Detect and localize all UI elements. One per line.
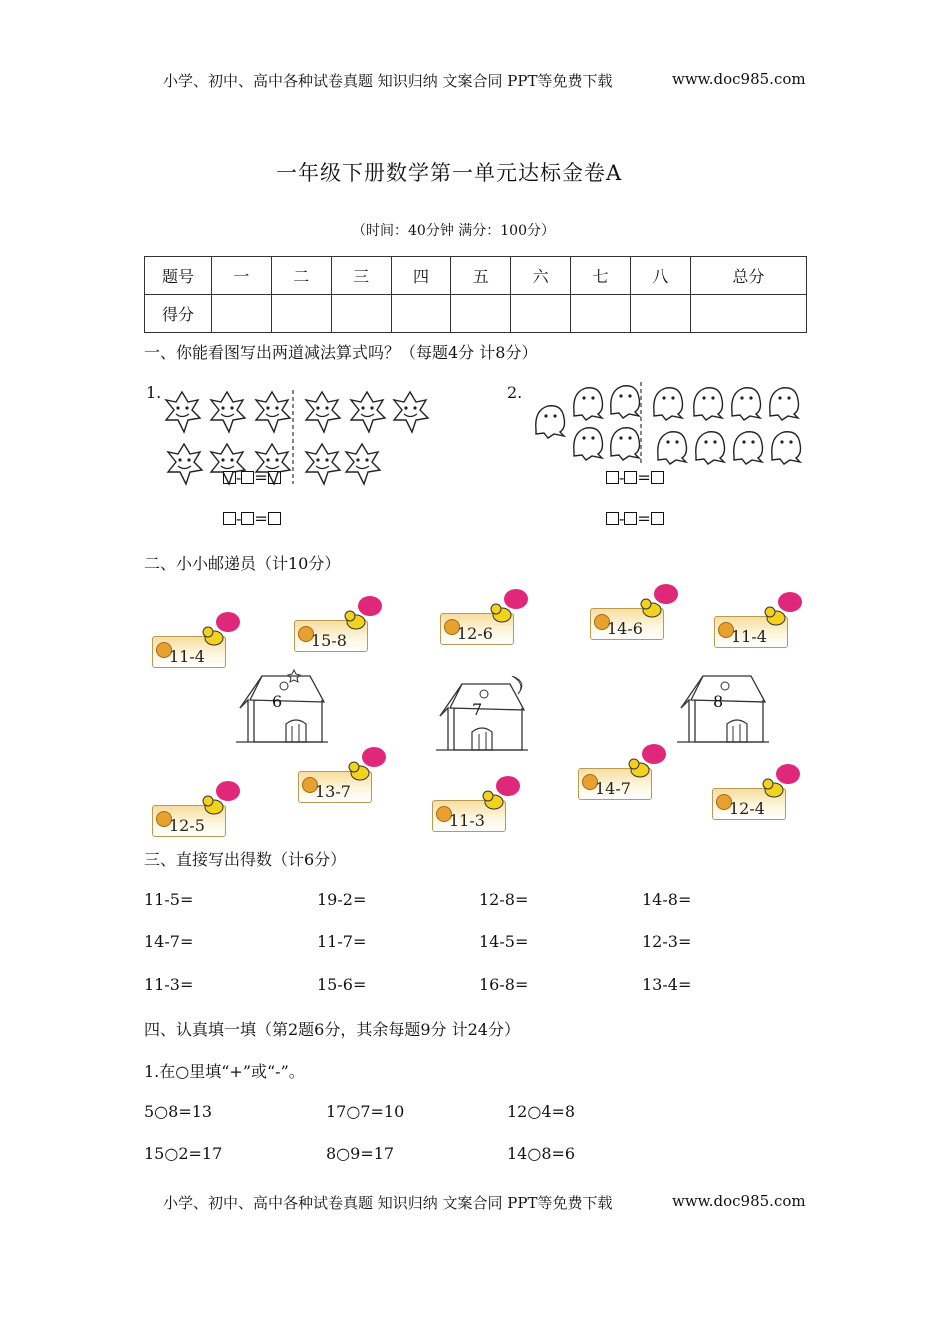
bee-card[interactable]: 11-4 xyxy=(152,628,242,668)
score-cell[interactable] xyxy=(451,295,511,333)
footer-url[interactable]: www.doc985.com xyxy=(672,1192,806,1210)
score-cell[interactable] xyxy=(690,295,806,333)
ghosts-illustration xyxy=(530,378,805,468)
score-header-cell: 一 xyxy=(212,257,272,295)
bee-card[interactable]: 15-8 xyxy=(294,612,384,652)
q1-label: 1. xyxy=(146,383,162,402)
house-icon xyxy=(432,676,532,766)
house-number: 8 xyxy=(713,692,724,711)
q2-label: 2. xyxy=(507,383,523,402)
score-header-cell: 八 xyxy=(630,257,690,295)
score-header-cell: 二 xyxy=(271,257,331,295)
score-cell[interactable] xyxy=(212,295,272,333)
arith-item[interactable]: 11-7= xyxy=(317,932,367,951)
arith-item[interactable]: 11-3= xyxy=(144,975,194,994)
arith-item[interactable]: 15-6= xyxy=(317,975,367,994)
score-header-cell: 六 xyxy=(511,257,571,295)
house-icon xyxy=(232,668,332,758)
score-header-cell: 五 xyxy=(451,257,511,295)
score-header-cell: 三 xyxy=(331,257,391,295)
house-8 xyxy=(673,668,773,758)
house-number: 6 xyxy=(272,692,283,711)
house-icon xyxy=(673,668,773,758)
formula-blank-q1a[interactable]: - = xyxy=(223,468,281,487)
score-cell[interactable] xyxy=(511,295,571,333)
score-cell[interactable] xyxy=(391,295,451,333)
house-7 xyxy=(432,676,532,766)
arith-item[interactable]: 14-5= xyxy=(479,932,529,951)
fill-op-item[interactable]: 5○8=13 xyxy=(144,1102,213,1121)
bee-card[interactable]: 13-7 xyxy=(298,763,388,803)
arith-item[interactable]: 12-3= xyxy=(642,932,692,951)
arith-item[interactable]: 13-4= xyxy=(642,975,692,994)
score-header-cell: 四 xyxy=(391,257,451,295)
section1-heading: 一、你能看图写出两道减法算式吗？（每题4分 计8分） xyxy=(144,343,538,362)
formula-blank-q2a[interactable]: - = xyxy=(606,468,664,487)
score-value-row xyxy=(145,295,807,333)
bee-card[interactable]: 12-4 xyxy=(712,780,802,820)
maple-leaves-illustration xyxy=(162,388,432,488)
score-row-label: 得分 xyxy=(145,295,212,333)
fill-op-item[interactable]: 15○2=17 xyxy=(144,1144,223,1163)
fill-op-item[interactable]: 14○8=6 xyxy=(507,1144,576,1163)
fill-op-item[interactable]: 8○9=17 xyxy=(326,1144,395,1163)
footer-text: 小学、初中、高中各种试卷真题 知识归纳 文案合同 PPT等免费下载 xyxy=(163,1194,613,1212)
fill-op-item[interactable]: 17○7=10 xyxy=(326,1102,405,1121)
page-title: 一年级下册数学第一单元达标金卷A xyxy=(276,161,623,185)
section4-question1: 1.在○里填“+”或“-”。 xyxy=(144,1062,305,1081)
score-cell[interactable] xyxy=(630,295,690,333)
fill-op-item[interactable]: 12○4=8 xyxy=(507,1102,576,1121)
arith-item[interactable]: 12-8= xyxy=(479,890,529,909)
house-6 xyxy=(232,668,332,758)
page-subtitle: （时间：40分钟 满分：100分） xyxy=(352,223,555,239)
formula-blank-q2b[interactable]: - = xyxy=(606,509,664,528)
section3-heading: 三、直接写出得数（计6分） xyxy=(144,850,347,869)
bee-card[interactable]: 12-6 xyxy=(440,605,530,645)
score-header-cell: 七 xyxy=(571,257,631,295)
score-table xyxy=(144,256,807,333)
header-text: 小学、初中、高中各种试卷真题 知识归纳 文案合同 PPT等免费下载 xyxy=(163,72,613,90)
section2-heading: 二、小小邮递员（计10分） xyxy=(144,554,341,573)
arith-item[interactable]: 19-2= xyxy=(317,890,367,909)
bee-card[interactable]: 12-5 xyxy=(152,797,242,837)
arith-item[interactable]: 11-5= xyxy=(144,890,194,909)
bee-card[interactable]: 11-3 xyxy=(432,792,522,832)
arith-item[interactable]: 14-8= xyxy=(642,890,692,909)
arith-item[interactable]: 16-8= xyxy=(479,975,529,994)
score-header-row xyxy=(145,257,807,295)
bee-card[interactable]: 14-6 xyxy=(590,600,680,640)
score-cell[interactable] xyxy=(271,295,331,333)
bee-card[interactable]: 14-7 xyxy=(578,760,668,800)
score-cell[interactable] xyxy=(331,295,391,333)
bee-card[interactable]: 11-4 xyxy=(714,608,804,648)
header-url[interactable]: www.doc985.com xyxy=(672,70,806,88)
formula-blank-q1b[interactable]: - = xyxy=(223,509,281,528)
section4-heading: 四、认真填一填（第2题6分，其余每题9分 计24分） xyxy=(144,1020,520,1039)
score-cell[interactable] xyxy=(571,295,631,333)
house-number: 7 xyxy=(472,700,483,719)
arith-item[interactable]: 14-7= xyxy=(144,932,194,951)
score-header-cell: 题号 xyxy=(145,257,212,295)
score-header-cell: 总分 xyxy=(690,257,806,295)
